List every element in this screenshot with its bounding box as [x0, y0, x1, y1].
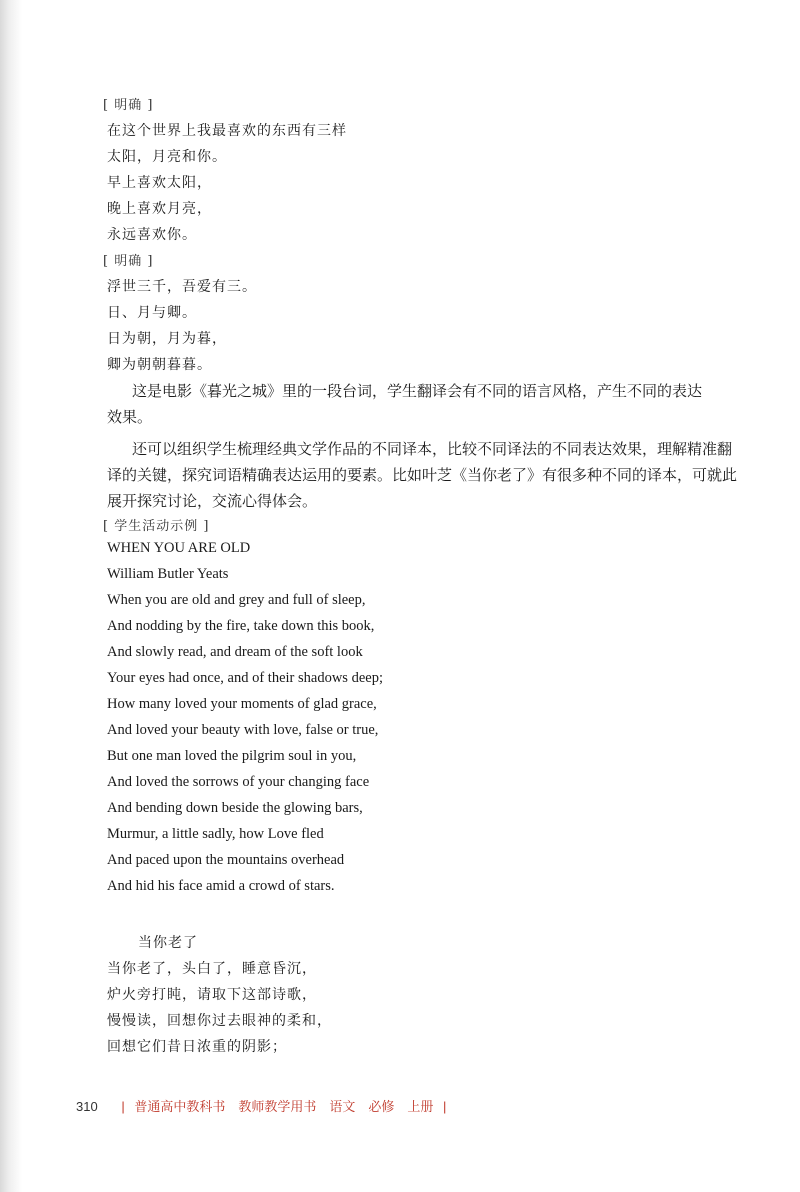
block1-line: 永远喜欢你。 — [107, 227, 197, 243]
paragraph-1-line: 效果。 — [107, 408, 153, 426]
footer-separator: | — [121, 1099, 125, 1114]
poem-en-author: William Butler Yeats — [107, 566, 229, 582]
label-mingque-1: [ 明确 ] — [103, 98, 154, 113]
footer-separator: | — [442, 1099, 447, 1114]
poem-en-line: And hid his face amid a crowd of stars. — [107, 878, 335, 894]
poem-en-title: WHEN YOU ARE OLD — [107, 540, 251, 556]
block2-line: 日、月与卿。 — [107, 305, 197, 321]
poem-en-line: And loved your beauty with love, false or true, — [107, 722, 379, 738]
poem-en-line: But one man loved the pilgrim soul in you, — [107, 748, 357, 764]
page-edge-shadow — [0, 0, 22, 1192]
block1-line: 晚上喜欢月亮， — [107, 201, 212, 217]
block1-line: 早上喜欢太阳， — [107, 175, 212, 191]
poem-en-line: And paced upon the mountains overhead — [107, 852, 345, 868]
page-number: 310 — [76, 1099, 98, 1114]
poem-en-line: And slowly read, and dream of the soft look — [107, 644, 363, 660]
block1-line: 太阳，月亮和你。 — [107, 149, 227, 165]
poem-en-line: How many loved your moments of glad grace, — [107, 696, 377, 712]
poem-en-line: And bending down beside the glowing bars, — [107, 800, 363, 816]
poem-en-line: Murmur, a little sadly, how Love fled — [107, 826, 324, 842]
poem-en-line: Your eyes had once, and of their shadows deep; — [107, 670, 383, 686]
poem-cn-line: 回想它们昔日浓重的阴影； — [107, 1039, 287, 1055]
poem-cn-line: 当你老了，头白了，睡意昏沉， — [107, 961, 317, 977]
block2-line: 日为朝，月为暮， — [107, 331, 227, 347]
page-footer — [76, 1096, 452, 1115]
poem-cn-title: 当你老了 — [138, 935, 198, 951]
paragraph-1-line: 这是电影《暮光之城》里的一段台词，学生翻译会有不同的语言风格，产生不同的表达 — [132, 382, 703, 400]
poem-en-line: And loved the sorrows of your changing face — [107, 774, 370, 790]
paragraph-2-line: 展开探究讨论，交流心得体会。 — [107, 492, 318, 510]
block2-line: 卿为朝朝暮暮。 — [107, 357, 212, 373]
block2-line: 浮世三千，吾爱有三。 — [107, 279, 257, 295]
paragraph-2-line: 还可以组织学生梳理经典文学作品的不同译本，比较不同译法的不同表达效果，理解精准翻 — [132, 440, 733, 458]
poem-en-line: And nodding by the fire, take down this book, — [107, 618, 375, 634]
poem-en-line: When you are old and grey and full of sleep, — [107, 592, 366, 608]
poem-cn-line: 慢慢读，回想你过去眼神的柔和， — [107, 1013, 332, 1029]
poem-cn-line: 炉火旁打盹，请取下这部诗歌， — [107, 987, 317, 1003]
block1-line: 在这个世界上我最喜欢的东西有三样 — [107, 123, 347, 139]
paragraph-2-line: 译的关键，探究词语精确表达运用的要素。比如叶芝《当你老了》有很多种不同的译本，可就此 — [107, 466, 738, 484]
label-student-activity: [ 学生活动示例 ] — [103, 519, 210, 534]
label-mingque-2: [ 明确 ] — [103, 254, 154, 269]
footer-book-title: 普通高中教科书 教师教学用书 语文 必修 上册 — [134, 1099, 434, 1114]
